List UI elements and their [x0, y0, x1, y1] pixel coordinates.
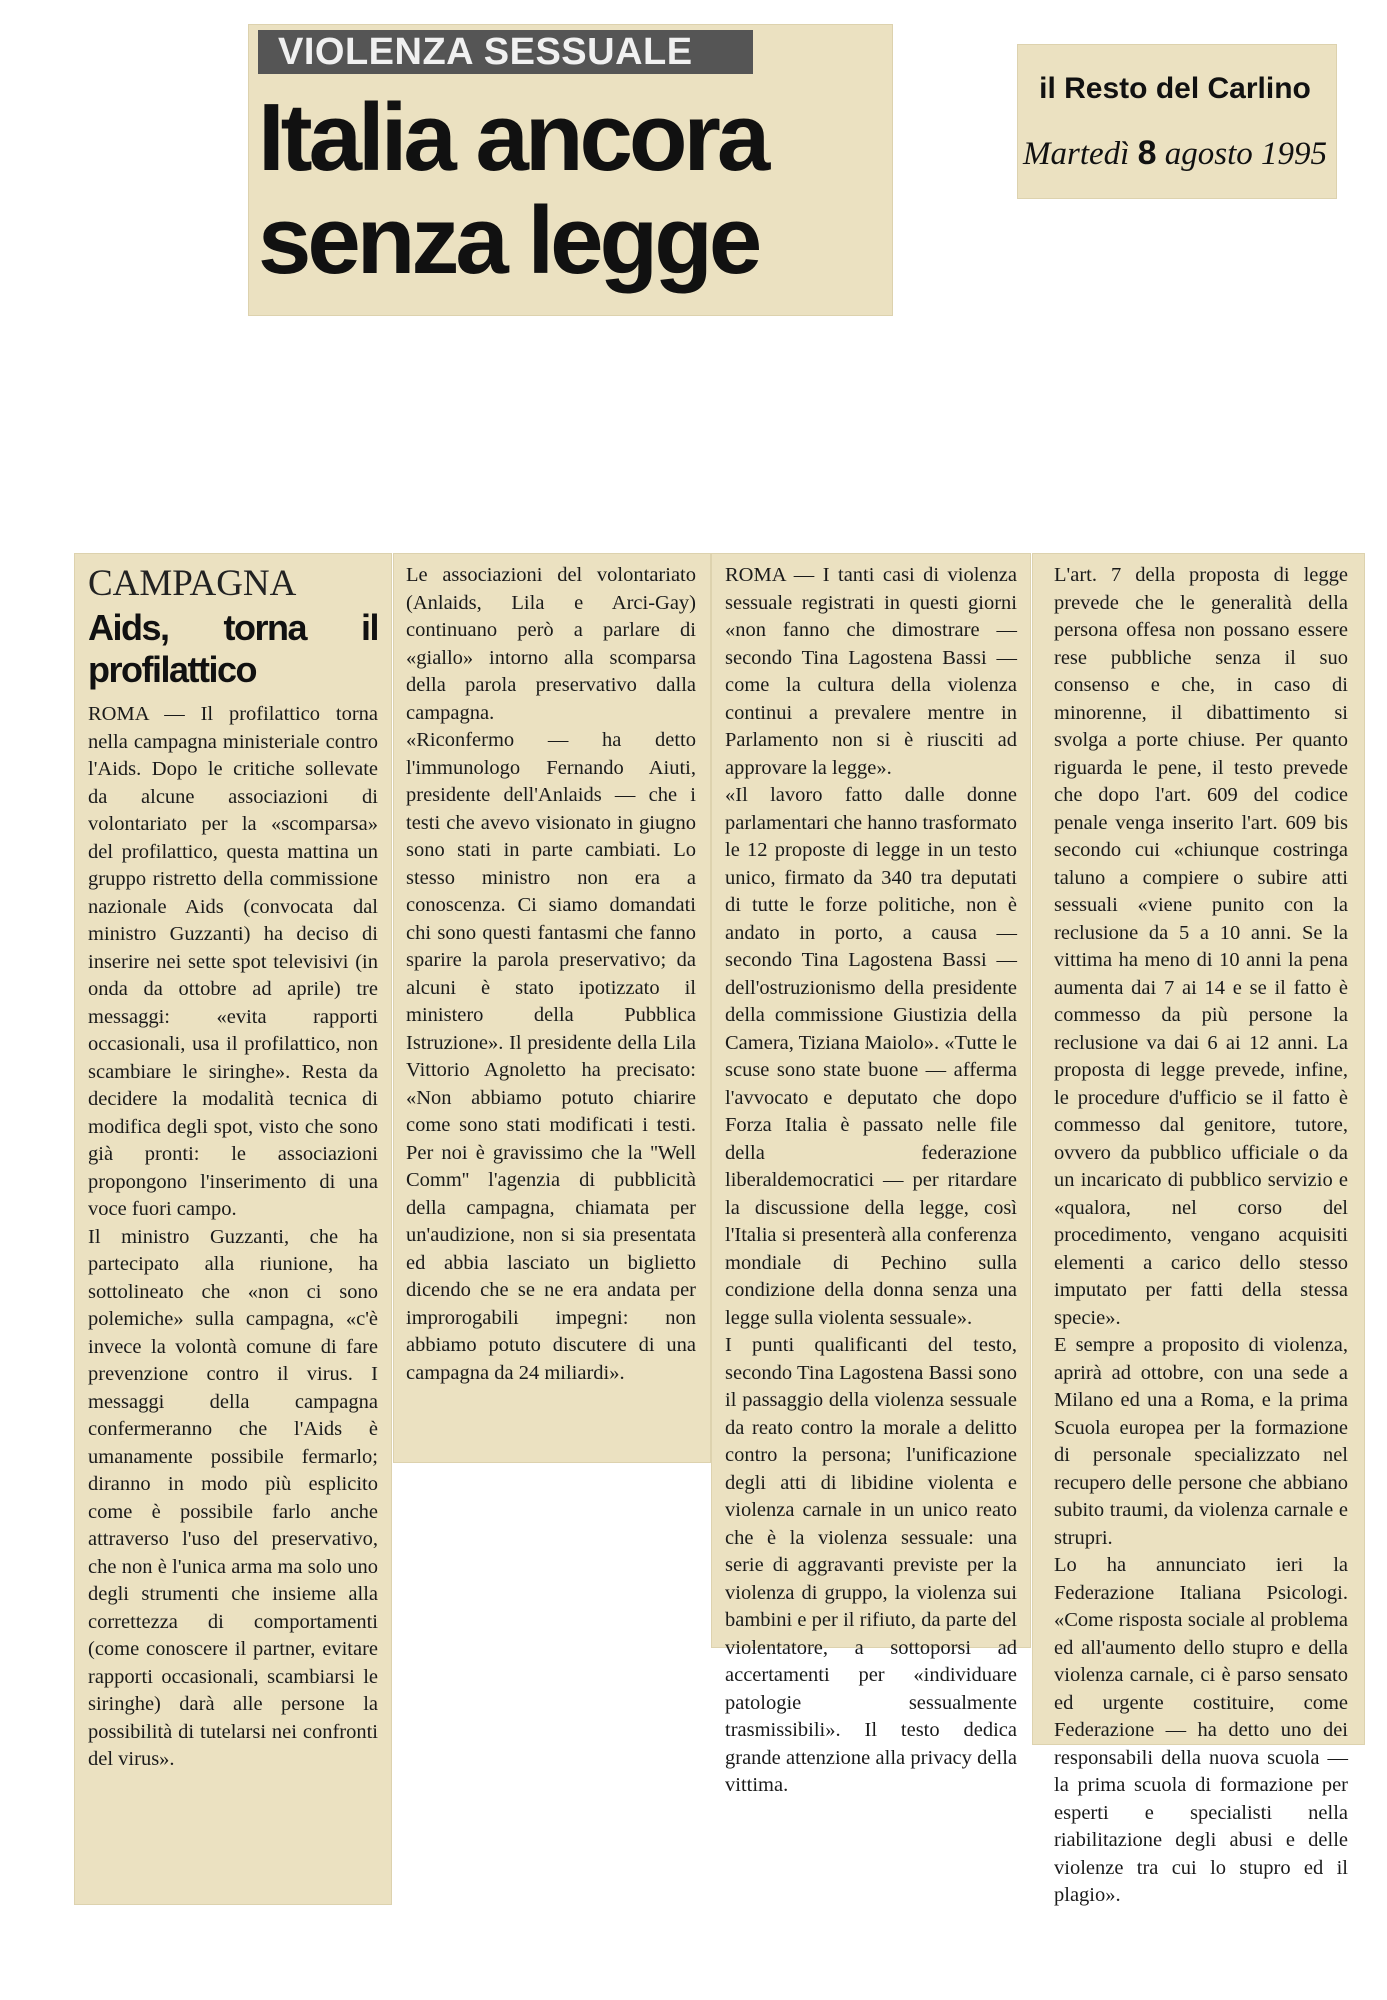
date-day: 8	[1137, 134, 1157, 172]
main-article-column-1	[711, 553, 1031, 1796]
side-article-headline: Aids, torna il profilattico	[88, 607, 378, 690]
date-weekday: Martedì	[1022, 136, 1130, 172]
publication-date	[1010, 134, 1340, 173]
side-article-column-1	[74, 553, 392, 1905]
masthead-clipping	[1017, 44, 1337, 199]
side-article-paragraph: Il ministro Guzzanti, che ha partecipato alla riunione, ha sottolineato che «non ci sono polemiche» sulla campagna, «c'è invece la volontà comune di fare prevenzione contro il virus. I messaggi della campagna confermeranno che l'Aids è umanamente possibile fermarlo; diranno in modo più esplicito come è possibile farlo anche attraverso l'uso del preservativo, che non è l'unica arma ma solo uno degli strumenti che insieme alla correttezza di comportamenti (come conoscere il partner, evitare rapporti occasionali, scambiarsi le siringhe) darà alle persone la possibilità di tutelarsi nei confronti del virus».	[88, 1225, 378, 1770]
article-headline: Italia ancora senza legge	[258, 84, 767, 294]
side-article-paragraph: ROMA — Il profilattico torna nella campagna ministeriale contro l'Aids. Dopo le critiche sollevate da alcune associazioni di volontariato per la «scomparsa» del profilattico, questa mattina un gruppo ristretto della commissione nazionale Aids (convocata dal ministro Guzzanti) ha deciso di inserire nei sette spot televisivi (in onda da ottobre ad aprile) tre messaggi: «evita rapporti occasionali, usa il profilattico, non scambiare le siringhe». Resta da decidere la modalità tecnica di modifica degli spot, visto che sono già pronti: le associazioni propongono l'inserimento di una voce fuori campo.	[88, 703, 378, 1220]
main-article-paragraph: I punti qualificanti del testo, secondo Tina Lagostena Bassi sono il passaggio della violenza sessuale da reato contro la morale a delitto contro la persona; l'unificazione degli atti di libidine violenta e violenza carnale in un unico reato che è la violenza sessuale: una serie di aggravanti previste per la violenza di gruppo, la violenza sui bambini e per il rifiuto, da parte del violentatore, a sottoporsi ad accertamenti per «individuare patologie sessualmente trasmissibili». Il testo dedica grande attenzione alla privacy della vittima.	[725, 1334, 1017, 1796]
main-article-column-2	[1032, 553, 1365, 1906]
side-article-paragraph: Le associazioni del volontariato (Anlaids, Lila e Arci-Gay) continuano però a parlare di «giallo» intorno alla scomparsa della parola preservativo dalla campagna.	[406, 564, 696, 724]
date-month-year: agosto 1995	[1164, 136, 1327, 172]
newspaper-name: il Resto del Carlino	[1039, 72, 1311, 105]
side-article-paragraph: «Riconfermo — ha detto l'immunologo Fernando Aiuti, presidente dell'Anlaids — che i testi che avevo visionato in giugno sono stati in parte cambiati. Lo stesso ministro non era a conoscenza. Ci siamo domandati chi sono questi fantasmi che fanno sparire la parola preservativo; da alcuni è stato ipotizzato il ministero della Pubblica Istruzione». Il presidente della Lila Vittorio Agnoletto ha precisato: «Non abbiamo potuto chiarire come sono stati modificati i testi. Per noi è gravissimo che la ''Well Comm'' l'agenzia di pubblicità della campagna, chiamata per un'audizione, non si sia presentata ed abbia lasciato un biglietto dicendo che se ne era andata per improrogabili impegni: non abbiamo potuto discutere di una campagna da 24 miliardi».	[406, 729, 696, 1384]
main-article-paragraph: L'art. 7 della proposta di legge prevede che le generalità della persona offesa non possano essere rese pubbliche senza il suo consenso e che, in caso di minorenne, il dibattimento si svolga a porte chiuse. Per quanto riguarda le pene, il testo prevede che dopo l'art. 609 del codice penale venga inserito l'art. 609 bis secondo cui «chiunque costringa taluno a compiere o subire atti sessuali «viene punito con la reclusione da 5 a 10 anni. Se la vittima ha meno di 10 anni la pena aumenta dai 7 ai 14 e se il fatto è commesso da più persone la reclusione va dai 6 ai 12 anni. La proposta di legge prevede, infine, le procedure d'ufficio se il fatto è commesso dal genitore, tutore, ovvero da pubblico ufficiale o da un incaricato di pubblico servizio e «qualora, nel corso del procedimento, vengano acquisiti elementi a carico dello stesso imputato per fatti della stessa specie».	[1054, 564, 1348, 1329]
main-article-paragraph: E sempre a proposito di violenza, aprirà ad ottobre, con una sede a Milano ed una a Roma, e la prima Scuola europea per la formazione di personale specializzato nel recupero delle persone che abbiano subito traumi, da violenza carnale e strupri.	[1054, 1334, 1348, 1549]
main-article-paragraph: ROMA — I tanti casi di violenza sessuale registrati in questi giorni «non fanno che dimostrare — secondo Tina Lagostena Bassi — come la cultura della violenza continui a prevalere mentre in Parlamento non si è riusciti ad approvare la legge».	[725, 564, 1017, 779]
article-kicker: VIOLENZA SESSUALE	[258, 30, 753, 74]
side-article-column-2	[393, 553, 711, 1463]
main-article-paragraph: Lo ha annunciato ieri la Federazione Italiana Psicologi. «Come risposta sociale al problema ed all'aumento dello stupro e della violenza carnale, ci è parso sensato ed urgente costituire, come Federazione — ha detto uno dei responsabili della nuova scuola — la prima scuola di formazione per esperti e specialisti nella riabilitazione degli abusi e delle violenze tra cui lo stupro ed il plagio».	[1054, 1554, 1348, 1906]
side-article-section: CAMPAGNA	[88, 563, 297, 604]
main-article-paragraph: «Il lavoro fatto dalle donne parlamentari che hanno trasformato le 12 proposte di legge in un testo unico, firmato da 340 tra deputati di tutte le forze politiche, non è andato in porto, a causa — secondo Tina Lagostena Bassi — dell'ostruzionismo della presidente della commissione Giustizia della Camera, Tiziana Maiolo». «Tutte le scuse sono state buone — afferma l'avvocato e deputato che dopo Forza Italia è passato nelle file della federazione liberaldemocratici — per ritardare la discussione della legge, così l'Italia si presenterà alla conferenza mondiale di Pechino sulla condizione della donna senza una legge sulla violenta sessuale».	[725, 784, 1017, 1329]
